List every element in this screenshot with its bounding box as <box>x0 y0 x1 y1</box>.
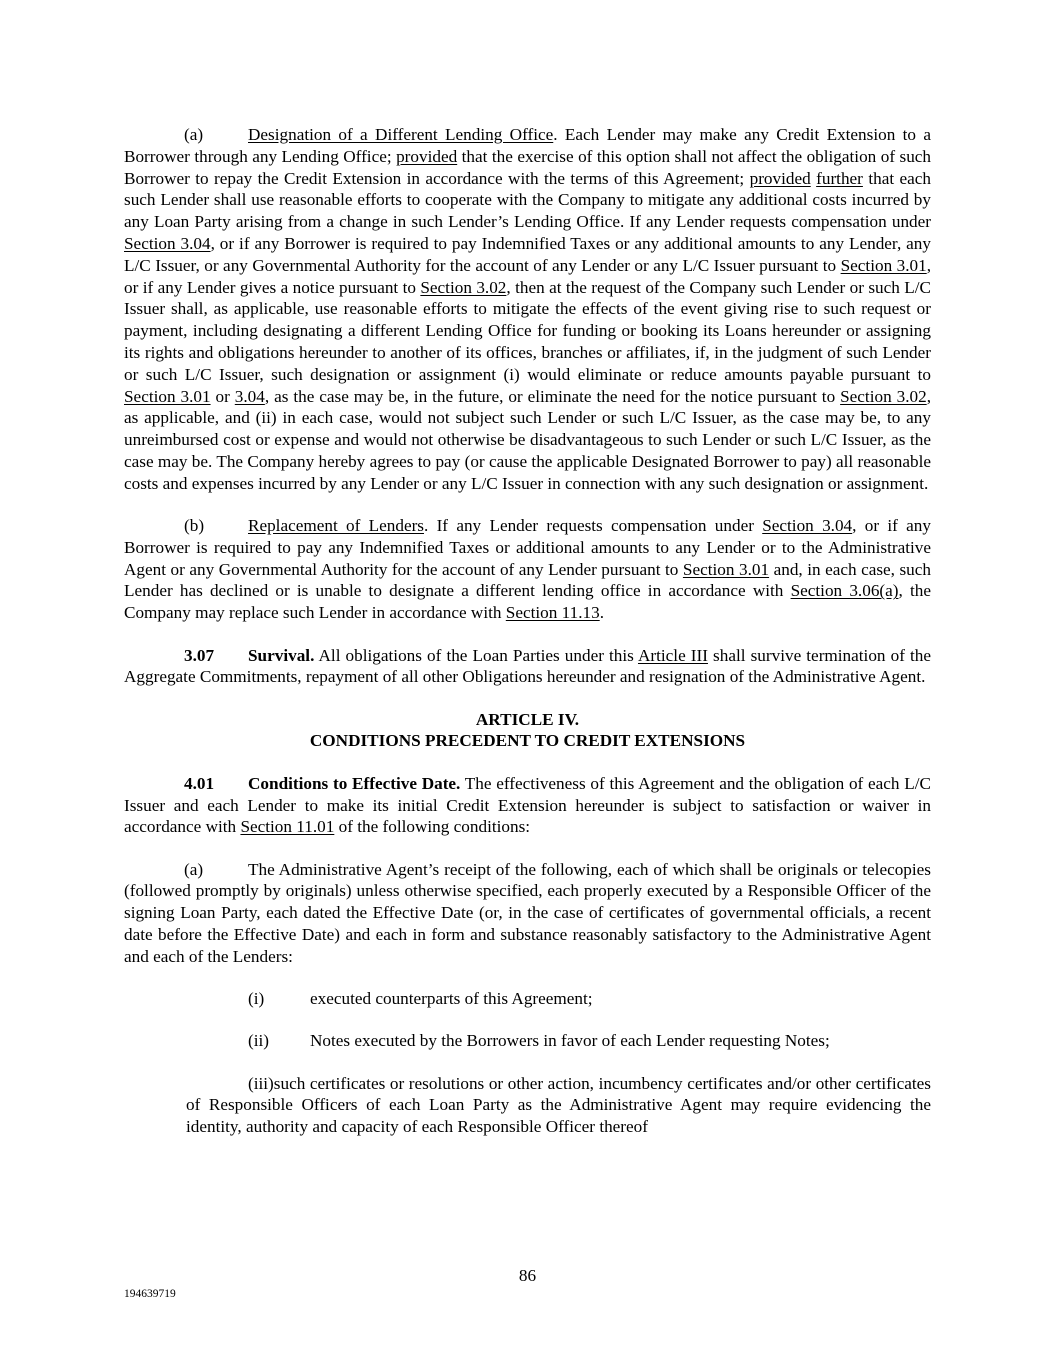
section-reference: 3.04 <box>234 386 265 406</box>
section-3-06-b: (b) Replacement of Lenders. If any Lender requests compensation under Section 3.04, or if any Borrower is required to pay any Indemnified Taxes or additional amounts to any Lender or to the Administrative Agent or any Governmental Authority for the account of any Lender pursuant to Section 3.01 and, in each case, such Lender has declined or is unable to designate a different lending office in accordance with Section 3.06(a), the Company may replace such Lender in accordance with Section 11.13. <box>124 516 932 623</box>
clause-title: Replacement of Lenders <box>248 516 424 536</box>
section-4-01-a: (a) The Administrative Agent’s receipt of the following, each of which shall be originals or telecopies (followed promptly by originals) unless otherwise specified, each properly executed by a Responsible Officer of the signing Loan Party, each dated the Effective Date (or, in the case of certificates of governmental officials, a recent date before the Effective Date) and each in form and substance reasonably satisfactory to the Administrative Agent and each of the Lenders: <box>124 859 931 966</box>
list-item <box>248 988 931 1010</box>
section-number: 3.07 <box>184 645 215 665</box>
section-3-07: 3.07 Survival. All obligations of the Loan Parties under this Article III shall survive termination of the Aggregate Commitments, repayment of all other Obligations hereunder and resignation of the Administrative Agent. <box>124 645 932 687</box>
document-page <box>124 124 931 1138</box>
list-item <box>248 1030 931 1052</box>
clause-label: (a) <box>184 859 204 879</box>
article-heading <box>124 709 931 753</box>
clause-title: Designation of a Different Lending Office <box>248 125 554 144</box>
section-reference: Section 3.04 <box>762 516 853 536</box>
section-number: 4.01 <box>184 773 215 793</box>
section-reference: Section 3.01 <box>124 386 211 406</box>
section-reference: Section 3.04 <box>124 233 211 253</box>
section-4-01: 4.01 Conditions to Effective Date. The effectiveness of this Agreement and the obligation of each L/C Issuer and each Lender to make its initial Credit Extension hereunder is subject to satisfaction or waiver in accordance with Section 11.01 of the following conditions: <box>124 773 931 837</box>
clause-label: (a) <box>184 125 204 144</box>
section-reference: Section 3.02 <box>840 386 927 406</box>
item-label: (iii) <box>248 1073 274 1093</box>
section-reference: Section 11.13 <box>505 603 600 623</box>
section-reference: Section 11.01 <box>240 817 335 837</box>
section-title: Survival. <box>248 645 315 665</box>
clause-label: (b) <box>184 516 205 536</box>
item-text: Notes executed by the Borrowers in favor of each Lender requesting Notes; <box>310 1031 830 1051</box>
section-reference: Section 3.01 <box>682 559 770 579</box>
section-3-06-a: (a) Designation of a Different Lending Office. Each Lender may make any Credit Extension to a Borrower through any Lending Office; provided that the exercise of this option shall not affect the obligation of such Borrower to repay the Credit Extension in accordance with the terms of this Agreement; provided further that each such Lender shall use reasonable efforts to cooperate with the Company to mitigate any additional costs incurred by any Loan Party arising from a change in such Lender’s Lending Office. If any Lender requests compensation under Section 3.04, or if any Borrower is required to pay Indemnified Taxes or any additional amounts to any Lender, any L/C Issuer, or any Governmental Authority for the account of any Lender or any L/C Issuer pursuant to Section 3.01, or if any Lender gives a notice pursuant to Section 3.02, then at the request of the Company such Lender or such L/C Issuer shall, as applicable, use reasonable efforts to mitigate the effects of the event giving rise to such request or payment, including designating a different Lending Office for funding or booking its Loans hereunder or assigning its rights and obligations hereunder to another of its offices, branches or affiliates, if, in the judgment of such Lender or such L/C Issuer, such designation or assignment (i) would eliminate or reduce amounts payable pursuant to Section 3.01 or 3.04, as the case may be, in the future, or eliminate the need for the notice pursuant to Section 3.02, as applicable, and (ii) in each case, would not subject such Lender or such L/C Issuer, as the case may be, to any unreimbursed cost or expense and would not otherwise be disadvantageous to such Lender or such L/C Issuer, as the case may be. The Company hereby agrees to pay (or cause the applicable Designated Borrower to pay) all reasonable costs and expenses incurred by any Lender or any L/C Issuer in connection with any such designation or assignment. <box>124 125 932 493</box>
item-text: executed counterparts of this Agreement; <box>310 989 593 1009</box>
page-number: 86 <box>518 1266 537 1285</box>
section-reference: Section 3.01 <box>840 255 927 275</box>
section-title: Conditions to Effective Date. <box>248 773 461 793</box>
section-reference: Section 3.06(a) <box>790 581 899 601</box>
list-item <box>186 1073 931 1138</box>
item-text: such certificates or resolutions or other action, incumbency certificates and/or other certificates of Responsible Officers of each Loan Party as the Administrative Agent may require evidencing the identity, authority and capacity of each Responsible Officer thereof <box>186 1073 931 1137</box>
article-number: ARTICLE IV. <box>475 709 580 729</box>
item-label: (i) <box>248 989 265 1009</box>
item-label: (ii) <box>248 1031 269 1051</box>
document-id: 194639719 <box>124 1288 176 1300</box>
section-reference: Section 3.02 <box>420 277 507 297</box>
article-title: CONDITIONS PRECEDENT TO CREDIT EXTENSIONS <box>309 731 746 751</box>
section-reference: Article III <box>637 645 708 665</box>
